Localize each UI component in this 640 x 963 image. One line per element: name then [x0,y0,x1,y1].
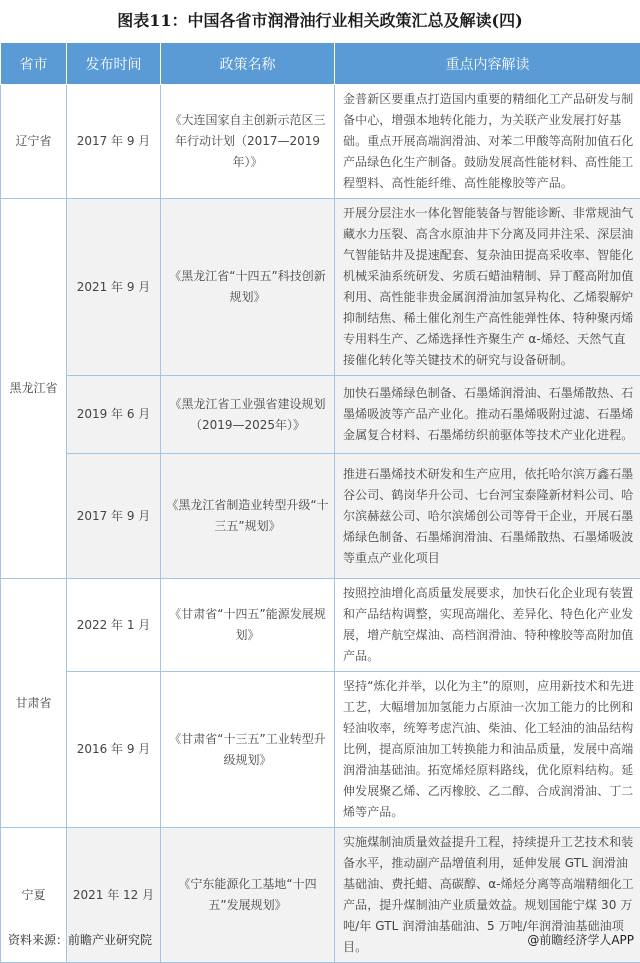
date-cell: 2021 年 9 月 [67,199,161,376]
policy-name-cell: 《宁东能源化工基地“十四五”发展规划》 [161,828,335,963]
province-cell: 黑龙江省 [1,199,67,579]
province-cell: 甘肃省 [1,579,67,828]
date-cell: 2022 年 1 月 [67,579,161,672]
footer [0,925,640,955]
source-note: 资料来源：前瞻产业研究院 [8,925,152,955]
table-row [1,199,640,376]
province-cell: 宁夏 [1,828,67,963]
policy-name-cell: 《甘肃省“十三五”工业转型升级规划》 [161,672,335,828]
table-row [1,376,640,454]
content-cell: 加快石墨烯绿色制备、石墨烯润滑油、石墨烯散热、石墨烯吸波等产品产业化。推动石墨烯吸附过滤、石墨烯金属复合材料、石墨烯纺织前驱体等技术产业化进程。 [335,376,640,454]
policy-name-cell: 《黑龙江省工业强省建设规划（2019—2025年）》 [161,376,335,454]
content-cell: 开展分层注水一体化智能装备与智能诊断、非常规油气藏水力压裂、高含水原油井下分离及同井注采、深层油气智能钻井及提速配套、复杂油田提高采收率、智能化机械采油系统研发、劣质石蜡油精制、异丁醛高附加值利用、高性能非贵金属润滑油加氢异构化、乙烯裂解炉抑制结焦、稀土催化剂生产高性能弹性体、特种聚丙烯专用料生产、乙烯选择性齐聚生产 α-烯烃、天然气直接催化转化等关键技术的研究与设备研制。 [335,199,640,376]
header-date: 发布时间 [67,43,161,85]
content-cell: 金普新区要重点打造国内重要的精细化工产品研发与制备中心，增强本地转化能力，为关联产业发展打好基础。重点开展高端润滑油、对苯二甲酸等高附加值石化产品绿色化生产制备。鼓励发展高性能材料、高性能工程塑料、高性能纤维、高性能橡胶等产品。 [335,85,640,199]
table-header-row [1,43,640,85]
content-cell: 坚持“炼化并举，以化为主”的原则，应用新技术和先进工艺，大幅增加加氢能力占原油一次加工能力的比例和轻油收率，统筹考虑汽油、柴油、化工轻油的油品结构比例，提高原油加工转换能力和油品质量，发展中高端润滑油基础油。拓宽烯烃原料路线，优化原料结构。延伸发展聚乙烯、乙丙橡胶、乙二醇、合成润滑油、丁二烯等产品。 [335,672,640,828]
content-cell: 推进石墨烯技术研发和生产应用，依托哈尔滨万鑫石墨谷公司、鹤岗华升公司、七台河宝泰隆新材料公司、哈尔滨赫兹公司、哈尔滨烯创公司等骨干企业，开展石墨烯绿色制备、石墨烯润滑油、石墨烯散热、石墨烯吸波等重点产业化项目 [335,454,640,579]
date-cell: 2016 年 9 月 [67,672,161,828]
table-row [1,454,640,579]
province-cell: 辽宁省 [1,85,67,199]
content-cell: 按照控油增化高质量发展要求，加快石化企业现有装置和产品结构调整，实现高端化、差异化、特色化产业发展，增产航空煤油、高档润滑油、特种橡胶等高附加值产品。 [335,579,640,672]
app-credit: @前瞻经济学人APP [527,925,634,955]
header-policy: 政策名称 [161,43,335,85]
table-row [1,579,640,672]
header-province: 省市 [1,43,67,85]
table-row [1,85,640,199]
date-cell: 2017 年 9 月 [67,454,161,579]
page-title: 图表11：中国各省市润滑油行业相关政策汇总及解读(四) [0,0,640,42]
table-row [1,672,640,828]
policy-name-cell: 《甘肃省“十四五”能源发展规划》 [161,579,335,672]
date-cell: 2021 年 12 月 [67,828,161,963]
policy-table [0,42,640,963]
policy-name-cell: 《黑龙江省制造业转型升级“十三五”规划》 [161,454,335,579]
policy-name-cell: 《黑龙江省“十四五”科技创新规划》 [161,199,335,376]
header-content: 重点内容解读 [335,43,640,85]
date-cell: 2017 年 9 月 [67,85,161,199]
policy-name-cell: 《大连国家自主创新示范区三年行动计划（2017—2019年）》 [161,85,335,199]
content-cell: 实施煤制油质量效益提升工程，持续提升工艺技术和装备水平，推动副产品增值利用，延伸发展 GTL 润滑油基础油、费托蜡、高碳醇、α-烯烃分离等高端精细化工产品，提升煤制油产业质量效益。规划国能宁煤 30 万吨/年 GTL 润滑油基础油、5 万吨/年润滑油基础油项目。 [335,828,640,963]
date-cell: 2019 年 6 月 [67,376,161,454]
